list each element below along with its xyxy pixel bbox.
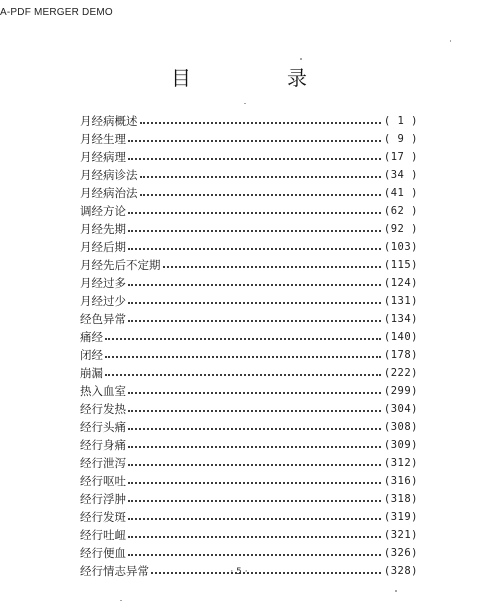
dot-leader <box>128 499 381 502</box>
scan-speck <box>395 590 397 592</box>
toc-row <box>80 472 418 490</box>
toc-entry-page: (321) <box>383 529 418 541</box>
toc-entry-page: ( 1 ) <box>383 115 418 127</box>
toc-row <box>80 130 418 148</box>
toc-entry-title: 调经方论 <box>80 204 126 218</box>
dot-leader <box>128 229 381 232</box>
toc-entry-title: 月经先后不定期 <box>80 258 161 272</box>
dot-leader <box>128 481 381 484</box>
dot-leader <box>128 553 381 556</box>
toc-entry-page: (131) <box>383 295 418 307</box>
toc-entry-title: 月经过多 <box>80 276 126 290</box>
dot-leader <box>128 211 381 214</box>
toc-entry-title: 月经病概述 <box>80 114 138 128</box>
toc-row <box>80 256 418 274</box>
toc-row <box>80 436 418 454</box>
toc-row <box>80 328 418 346</box>
toc-entry-page: (41 ) <box>383 187 418 199</box>
dot-leader <box>128 139 381 142</box>
toc-entry-page: (299) <box>383 385 418 397</box>
scan-speck <box>120 600 122 601</box>
toc-entry-title: 经行呕吐 <box>80 474 126 488</box>
toc-row <box>80 166 418 184</box>
toc-entry-page: (328) <box>383 565 418 577</box>
toc-row <box>80 112 418 130</box>
toc-entry-page: (134) <box>383 313 418 325</box>
toc-entry-page: ( 9 ) <box>383 133 418 145</box>
toc-row <box>80 490 418 508</box>
toc-entry-page: (34 ) <box>383 169 418 181</box>
dot-leader <box>105 337 381 340</box>
toc-row <box>80 148 418 166</box>
toc-entry-title: 经行身痛 <box>80 438 126 452</box>
toc-entry-title: 经行发斑 <box>80 510 126 524</box>
toc-row <box>80 184 418 202</box>
dot-leader <box>128 463 381 466</box>
dot-leader <box>128 301 381 304</box>
toc-entry-title: 月经过少 <box>80 294 126 308</box>
toc-entry-page: (115) <box>383 259 418 271</box>
dot-leader <box>140 121 381 124</box>
toc-entry-page: (178) <box>383 349 418 361</box>
toc-entry-page: (309) <box>383 439 418 451</box>
dot-leader <box>140 175 381 178</box>
dot-leader <box>140 193 381 196</box>
toc-row <box>80 544 418 562</box>
dot-leader <box>128 319 381 322</box>
toc-row <box>80 292 418 310</box>
toc-entry-title: 月经病诊法 <box>80 168 138 182</box>
toc-row <box>80 400 418 418</box>
toc-row <box>80 364 418 382</box>
dot-leader <box>128 391 381 394</box>
toc-entry-title: 经行便血 <box>80 546 126 560</box>
toc-row <box>80 220 418 238</box>
toc-row <box>80 508 418 526</box>
toc-entry-title: 热入血室 <box>80 384 126 398</box>
toc-entry-title: 月经后期 <box>80 240 126 254</box>
toc-entry-page: (17 ) <box>383 151 418 163</box>
toc-row <box>80 526 418 544</box>
toc-row <box>80 238 418 256</box>
page-title: 目 录 <box>171 66 345 90</box>
toc-entry-page: (124) <box>383 277 418 289</box>
toc-entry-title: 经行头痛 <box>80 420 126 434</box>
toc-entry-title: 经色异常 <box>80 312 126 326</box>
toc-entry-page: (319) <box>383 511 418 523</box>
toc-entry-title: 经行情志异常 <box>80 564 149 578</box>
toc-entry-page: (222) <box>383 367 418 379</box>
toc-row <box>80 274 418 292</box>
toc-entry-title: 经行吐衄 <box>80 528 126 542</box>
toc-row <box>80 202 418 220</box>
dot-leader <box>163 265 381 268</box>
toc-entry-title: 月经病治法 <box>80 186 138 200</box>
toc-entry-title: 经行浮肿 <box>80 492 126 506</box>
dot-leader <box>128 535 381 538</box>
toc-entry-title: 经行发热 <box>80 402 126 416</box>
toc-row <box>80 310 418 328</box>
scan-speck <box>244 103 246 104</box>
toc-entry-page: (62 ) <box>383 205 418 217</box>
page-number: · 5 · <box>230 567 248 577</box>
toc-entry-page: (308) <box>383 421 418 433</box>
toc-entry-title: 月经病理 <box>80 150 126 164</box>
toc-entry-title: 月经生理 <box>80 132 126 146</box>
scan-speck <box>300 58 302 60</box>
toc-entry-page: (304) <box>383 403 418 415</box>
dot-leader <box>128 409 381 412</box>
toc-entry-page: (103) <box>383 241 418 253</box>
toc-row <box>80 346 418 364</box>
toc-entry-page: (318) <box>383 493 418 505</box>
dot-leader <box>128 283 381 286</box>
toc-entry-page: (326) <box>383 547 418 559</box>
toc-entry-page: (312) <box>383 457 418 469</box>
toc-row <box>80 454 418 472</box>
toc-entry-title: 闭经 <box>80 348 103 362</box>
toc-row <box>80 418 418 436</box>
dot-leader <box>128 517 381 520</box>
dot-leader <box>128 427 381 430</box>
toc-entry-title: 痛经 <box>80 330 103 344</box>
toc-entry-title: 经行泄泻 <box>80 456 126 470</box>
dot-leader <box>105 373 381 376</box>
scan-speck <box>450 40 451 42</box>
toc-entry-title: 月经先期 <box>80 222 126 236</box>
toc-entry-page: (316) <box>383 475 418 487</box>
dot-leader <box>105 355 381 358</box>
dot-leader <box>128 157 381 160</box>
watermark-text: A-PDF MERGER DEMO <box>0 7 113 18</box>
dot-leader <box>128 247 381 250</box>
table-of-contents <box>80 112 418 580</box>
toc-entry-title: 崩漏 <box>80 366 103 380</box>
toc-entry-page: (92 ) <box>383 223 418 235</box>
toc-entry-page: (140) <box>383 331 418 343</box>
dot-leader <box>128 445 381 448</box>
toc-row <box>80 382 418 400</box>
